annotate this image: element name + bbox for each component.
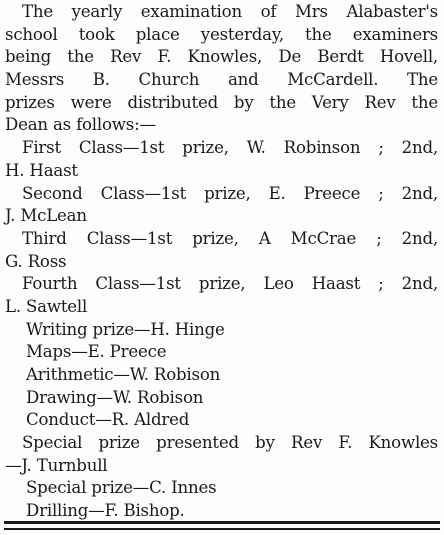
class-prize-line: H. Haast bbox=[5, 160, 78, 180]
class-prize-line: Third Class—1st prize, A McCrae ; 2nd, bbox=[22, 228, 438, 248]
prize-item: Arithmetic—W. Robison bbox=[26, 365, 221, 384]
other-prize-list bbox=[0, 319, 444, 523]
intro-line: prizes were distributed by the Very Rev the bbox=[5, 92, 438, 112]
prize-item: Conduct—R. Aldred bbox=[26, 410, 190, 430]
class-prize-line: Fourth Class—1st prize, Leo Haast ; 2nd, bbox=[22, 274, 438, 294]
intro-line: The yearly examination of Mrs Alabaster's bbox=[22, 2, 438, 21]
column-divider-rule bbox=[4, 521, 440, 524]
intro-paragraph bbox=[0, 1, 444, 137]
class-prize-line: L. Sawtell bbox=[5, 296, 88, 316]
class-prize-line: G. Ross bbox=[5, 251, 67, 271]
intro-line: Messrs B. Church and McCardell. The bbox=[5, 70, 438, 90]
intro-line: school took place yesterday, the examiners bbox=[5, 24, 438, 44]
intro-line: Dean as follows:— bbox=[5, 115, 156, 135]
prize-item: Maps—E. Preece bbox=[26, 342, 167, 362]
special-prize-line: Special prize presented by Rev F. Knowles bbox=[22, 433, 438, 453]
class-prize-line: J. McLean bbox=[5, 206, 87, 226]
prize-item: Writing prize—H. Hinge bbox=[26, 319, 225, 339]
prize-item: Special prize—C. Innes bbox=[26, 478, 217, 498]
column-divider-rule bbox=[4, 528, 440, 530]
class-prize-line: Second Class—1st prize, E. Preece ; 2nd, bbox=[22, 183, 438, 203]
class-prize-list bbox=[0, 137, 444, 319]
intro-line: being the Rev F. Knowles, De Berdt Hovell, bbox=[5, 47, 438, 67]
class-prize-line: First Class—1st prize, W. Robinson ; 2nd, bbox=[22, 138, 438, 158]
prize-item: Drilling—F. Bishop. bbox=[26, 501, 185, 521]
special-prize-line: —J. Turnbull bbox=[5, 455, 108, 475]
prize-item: Drawing—W. Robison bbox=[26, 387, 204, 407]
